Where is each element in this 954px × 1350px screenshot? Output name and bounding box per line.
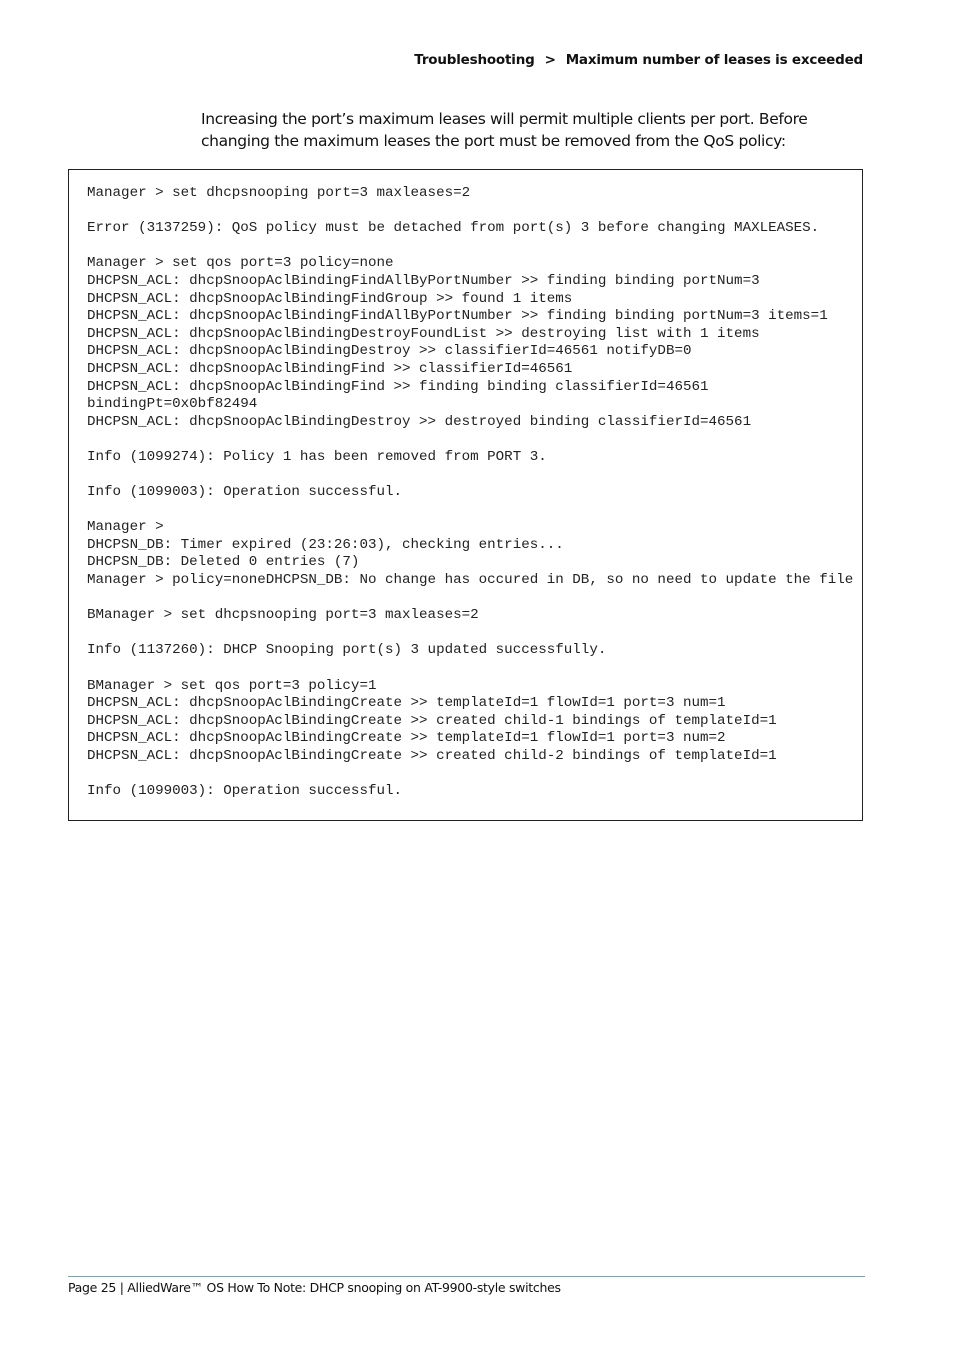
- code-line: [87, 590, 862, 608]
- intro-paragraph: Increasing the port’s maximum leases will permit multiple clients per port. Before changing the maximum leases the port must be removed from the QoS policy:: [201, 110, 808, 150]
- code-line: DHCPSN_ACL: dhcpSnoopAclBindingCreate >> templateId=1 flowId=1 port=3 num=1: [87, 695, 726, 712]
- header-separator: >: [544, 52, 556, 68]
- code-line: [87, 431, 862, 449]
- code-line: DHCPSN_ACL: dhcpSnoopAclBindingFindAllByPortNumber >> finding binding portNum=3: [87, 272, 760, 289]
- page-footer: Page 25 | AlliedWare™ OS How To Note: DHCP snooping on AT-9900-style switches: [68, 1280, 561, 1295]
- code-line: BManager > set dhcpsnooping port=3 maxleases=2: [87, 607, 479, 624]
- code-line: Manager > set qos port=3 policy=none: [87, 255, 394, 272]
- code-line: Manager >: [87, 519, 164, 536]
- code-line: DHCPSN_ACL: dhcpSnoopAclBindingCreate >> templateId=1 flowId=1 port=3 num=2: [87, 730, 726, 747]
- code-line: DHCPSN_ACL: dhcpSnoopAclBindingFind >> finding binding classifierId=46561: [87, 378, 709, 395]
- code-line: DHCPSN_ACL: dhcpSnoopAclBindingFind >> classifierId=46561: [87, 360, 573, 377]
- code-line: DHCPSN_ACL: dhcpSnoopAclBindingDestroy >> classifierId=46561 notifyDB=0: [87, 343, 692, 360]
- code-line: DHCPSN_ACL: dhcpSnoopAclBindingFindGroup >> found 1 items: [87, 290, 573, 307]
- code-line: [87, 502, 862, 520]
- code-line: Manager > policy=noneDHCPSN_DB: No change has occured in DB, so no need to update the file: [87, 572, 854, 589]
- code-line: [87, 467, 862, 485]
- code-line: [87, 625, 862, 643]
- code-line: Manager > set dhcpsnooping port=3 maxleases=2: [87, 185, 471, 201]
- code-line: DHCPSN_ACL: dhcpSnoopAclBindingCreate >> created child-1 bindings of templateId=1: [87, 712, 777, 729]
- code-line: [87, 238, 862, 256]
- code-line: Info (1137260): DHCP Snooping port(s) 3 updated successfully.: [87, 642, 607, 659]
- code-line: DHCPSN_DB: Deleted 0 entries (7): [87, 554, 360, 571]
- code-line: DHCPSN_ACL: dhcpSnoopAclBindingFindAllByPortNumber >> finding binding portNum=3 items=1: [87, 308, 828, 325]
- page-header: [414, 52, 863, 68]
- header-topic: Maximum number of leases is exceeded: [565, 52, 863, 68]
- footer-divider: [68, 1276, 865, 1277]
- code-line: Error (3137259): QoS policy must be detached from port(s) 3 before changing MAXLEASES.: [87, 220, 820, 237]
- code-line: DHCPSN_DB: Timer expired (23:26:03), checking entries...: [87, 536, 564, 553]
- code-line: Info (1099274): Policy 1 has been removed from PORT 3.: [87, 448, 547, 465]
- header-section: Troubleshooting: [414, 52, 535, 68]
- code-line: DHCPSN_ACL: dhcpSnoopAclBindingDestroyFoundList >> destroying list with 1 items: [87, 325, 760, 342]
- code-line: bindingPt=0x0bf82494: [87, 396, 258, 413]
- code-line: DHCPSN_ACL: dhcpSnoopAclBindingDestroy >> destroyed binding classifierId=46561: [87, 413, 752, 430]
- code-line: BManager > set qos port=3 policy=1: [87, 677, 377, 694]
- code-line: [87, 660, 862, 678]
- code-line: [87, 203, 862, 221]
- code-line: [87, 766, 862, 784]
- code-line: DHCPSN_ACL: dhcpSnoopAclBindingCreate >> created child-2 bindings of templateId=1: [87, 748, 777, 764]
- code-line: Info (1099003): Operation successful.: [87, 783, 403, 800]
- code-line: Info (1099003): Operation successful.: [87, 484, 403, 501]
- code-block: [68, 169, 863, 821]
